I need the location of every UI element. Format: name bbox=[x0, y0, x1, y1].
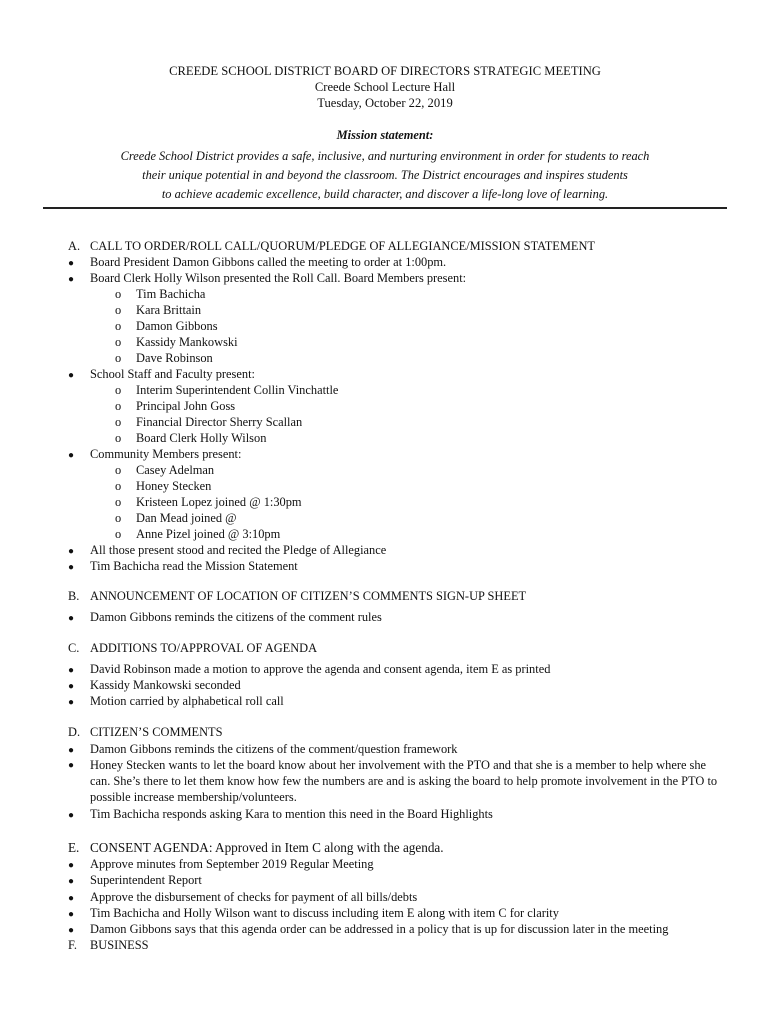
section-letter: E. bbox=[68, 840, 80, 855]
mission-line-2: their unique potential in and beyond the classroom. The District encourages and inspires students bbox=[142, 168, 628, 182]
bullet-icon: ● bbox=[68, 665, 75, 676]
list-item: ● Kassidy Mankowski seconded bbox=[68, 678, 241, 695]
mission-statement-label: Mission statement: bbox=[336, 128, 434, 142]
list-item: ● School Staff and Faculty present: bbox=[68, 367, 255, 384]
bullet-icon: ● bbox=[68, 370, 75, 381]
list-item: ● Damon Gibbons says that this agenda order can be addressed in a policy that is up for discussion later in the meeting bbox=[68, 922, 668, 939]
member-item: o Kara Brittain bbox=[115, 303, 202, 317]
section-letter: C. bbox=[68, 641, 80, 655]
bullet-icon: ● bbox=[68, 450, 75, 461]
section-title: CONSENT AGENDA: Approved in Item C along with the agenda. bbox=[90, 840, 444, 855]
list-item: ● Motion carried by alphabetical roll call bbox=[68, 694, 284, 711]
bullet-icon: ● bbox=[68, 810, 75, 821]
bullet-icon: ● bbox=[68, 258, 75, 269]
section-title: CITIZEN’S COMMENTS bbox=[90, 725, 223, 739]
sub-bullet-icon: o bbox=[115, 415, 122, 429]
section-title: ADDITIONS TO/APPROVAL OF AGENDA bbox=[90, 641, 318, 655]
staff-item: o Financial Director Sherry Scallan bbox=[115, 415, 303, 429]
sub-bullet-icon: o bbox=[115, 383, 122, 397]
section-letter: F. bbox=[68, 938, 77, 952]
mission-line-1: Creede School District provides a safe, inclusive, and nurturing environment in order for students to reach bbox=[120, 149, 650, 163]
community-item: o Honey Stecken bbox=[115, 479, 212, 493]
list-item: ● Community Members present: bbox=[68, 447, 241, 464]
sub-bullet-icon: o bbox=[115, 495, 122, 509]
section-e-heading bbox=[68, 840, 444, 856]
bullet-icon: ● bbox=[68, 893, 75, 904]
list-item: ● Damon Gibbons reminds the citizens of the comment rules bbox=[68, 610, 382, 627]
staff-item: o Principal John Goss bbox=[115, 399, 236, 413]
list-item: ● Board President Damon Gibbons called the meeting to order at 1:00pm. bbox=[68, 255, 446, 272]
list-item: ● Tim Bachicha read the Mission Statement bbox=[68, 559, 298, 576]
list-item: ● Superintendent Report bbox=[68, 873, 202, 890]
community-item: o Dan Mead joined @ bbox=[115, 511, 237, 525]
sub-bullet-icon: o bbox=[115, 351, 122, 365]
bullet-icon: ● bbox=[68, 860, 75, 871]
bullet-icon: ● bbox=[68, 925, 75, 936]
section-f-heading bbox=[68, 938, 149, 954]
list-item-wrapped: Honey Stecken wants to let the board know about her involvement with the PTO and that she is a member to help where she can. She’s there to let them know how few the numbers are and is asking the board to help promote involvement in the PTO to possible increase membership/volunteers. bbox=[90, 758, 718, 804]
meeting-location: Creede School Lecture Hall bbox=[314, 80, 456, 94]
staff-item: o Board Clerk Holly Wilson bbox=[115, 431, 267, 445]
section-title: ANNOUNCEMENT OF LOCATION OF CITIZEN’S COMMENTS SIGN-UP SHEET bbox=[90, 589, 527, 603]
community-item: o Kristeen Lopez joined @ 1:30pm bbox=[115, 495, 302, 509]
bullet-icon: ● bbox=[68, 760, 75, 771]
list-item: ● Tim Bachicha and Holly Wilson want to discuss including item E along with item C for clarity bbox=[68, 906, 559, 923]
list-item: ● Tim Bachicha responds asking Kara to mention this need in the Board Highlights bbox=[68, 807, 493, 824]
mission-line-3: to achieve academic excellence, build character, and discover a life-long love of learning. bbox=[161, 187, 609, 201]
staff-item: o Interim Superintendent Collin Vinchattle bbox=[115, 383, 339, 397]
community-item: o Casey Adelman bbox=[115, 463, 215, 477]
section-letter: D. bbox=[68, 725, 81, 739]
sub-bullet-icon: o bbox=[115, 479, 122, 493]
bullet-icon: ● bbox=[68, 697, 75, 708]
bullet-icon: ● bbox=[68, 562, 75, 573]
sub-bullet-icon: o bbox=[115, 431, 122, 445]
community-item: o Anne Pizel joined @ 3:10pm bbox=[115, 527, 281, 541]
bullet-icon: ● bbox=[68, 681, 75, 692]
document-title: CREEDE SCHOOL DISTRICT BOARD OF DIRECTORS STRATEGIC MEETING bbox=[169, 64, 601, 78]
sub-bullet-icon: o bbox=[115, 303, 122, 317]
bullet-icon: ● bbox=[68, 613, 75, 624]
list-item: ● Damon Gibbons reminds the citizens of the comment/question framework bbox=[68, 742, 458, 759]
sub-bullet-icon: o bbox=[115, 511, 122, 525]
sub-bullet-icon: o bbox=[115, 399, 122, 413]
bullet-icon: ● bbox=[68, 745, 75, 756]
section-a-heading bbox=[68, 239, 595, 255]
section-c-heading bbox=[68, 641, 317, 657]
bullet-icon: ● bbox=[68, 546, 75, 557]
bullet-icon: ● bbox=[68, 909, 75, 920]
sub-bullet-icon: o bbox=[115, 319, 122, 333]
section-title: CALL TO ORDER/ROLL CALL/QUORUM/PLEDGE OF ALLEGIANCE/MISSION STATEMENT bbox=[90, 239, 595, 253]
header-divider bbox=[43, 207, 727, 209]
member-item: o Tim Bachicha bbox=[115, 287, 206, 301]
member-item: o Kassidy Mankowski bbox=[115, 335, 238, 349]
section-d-heading bbox=[68, 725, 223, 741]
list-item: ● Board Clerk Holly Wilson presented the Roll Call. Board Members present: bbox=[68, 271, 466, 288]
section-letter: B. bbox=[68, 589, 80, 603]
section-b-heading bbox=[68, 589, 526, 605]
member-item: o Dave Robinson bbox=[115, 351, 213, 365]
sub-bullet-icon: o bbox=[115, 463, 122, 477]
bullet-icon: ● bbox=[68, 876, 75, 887]
bullet-icon: ● bbox=[68, 274, 75, 285]
meeting-date: Tuesday, October 22, 2019 bbox=[317, 96, 453, 110]
list-item: ● Approve minutes from September 2019 Regular Meeting bbox=[68, 857, 374, 874]
sub-bullet-icon: o bbox=[115, 287, 122, 301]
list-item: ● Approve the disbursement of checks for payment of all bills/debts bbox=[68, 890, 417, 907]
section-title: BUSINESS bbox=[90, 938, 149, 952]
member-item: o Damon Gibbons bbox=[115, 319, 218, 333]
list-item: ● All those present stood and recited the Pledge of Allegiance bbox=[68, 543, 386, 560]
sub-bullet-icon: o bbox=[115, 527, 122, 541]
list-item: ● David Robinson made a motion to approve the agenda and consent agenda, item E as printed bbox=[68, 662, 550, 679]
section-letter: A. bbox=[68, 239, 81, 253]
sub-bullet-icon: o bbox=[115, 335, 122, 349]
